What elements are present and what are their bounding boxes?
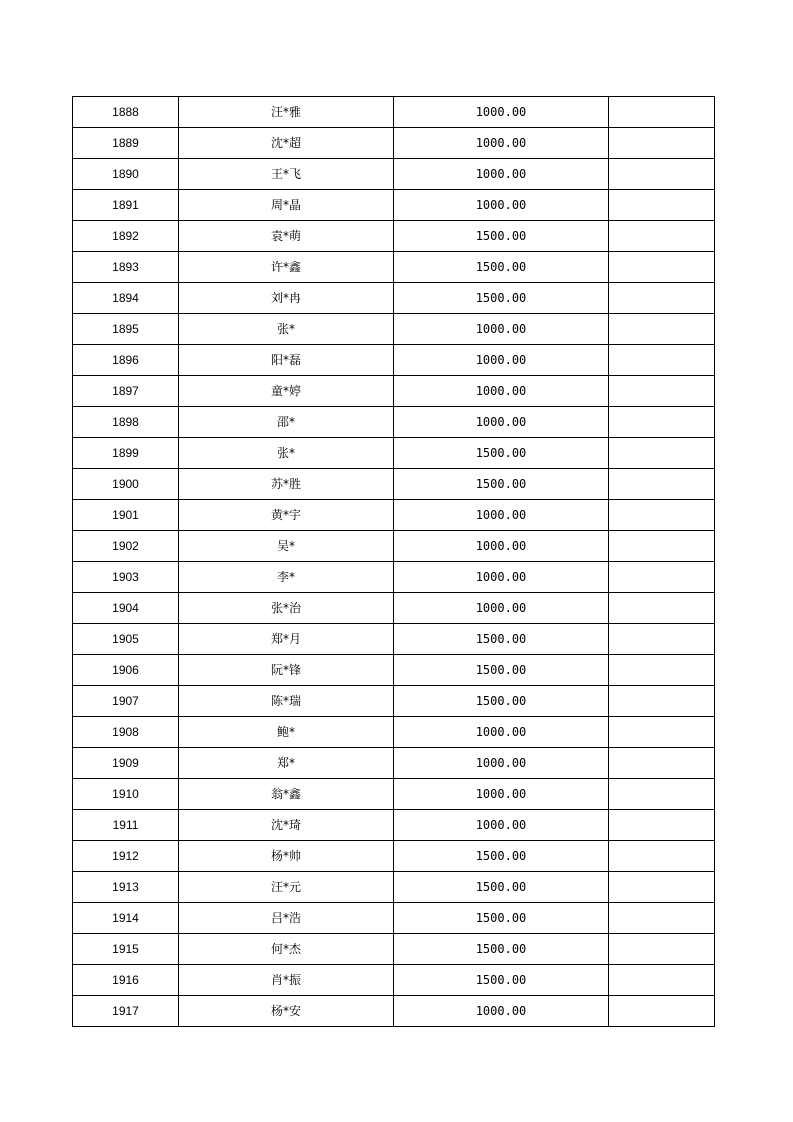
table-row bbox=[73, 934, 715, 965]
table-row bbox=[73, 345, 715, 376]
amount-cell: 1000.00 bbox=[394, 531, 609, 562]
amount-cell: 1000.00 bbox=[394, 779, 609, 810]
note-cell bbox=[609, 748, 715, 779]
table-row bbox=[73, 593, 715, 624]
amount-cell: 1000.00 bbox=[394, 407, 609, 438]
table-row bbox=[73, 562, 715, 593]
name-cell: 张* bbox=[179, 438, 394, 469]
name-cell: 邵* bbox=[179, 407, 394, 438]
amount-cell: 1000.00 bbox=[394, 376, 609, 407]
name-cell: 阳*磊 bbox=[179, 345, 394, 376]
name-cell: 汪*元 bbox=[179, 872, 394, 903]
name-cell: 黄*宇 bbox=[179, 500, 394, 531]
table-row bbox=[73, 965, 715, 996]
amount-cell: 1000.00 bbox=[394, 996, 609, 1027]
table-row bbox=[73, 159, 715, 190]
row-number-cell: 1910 bbox=[73, 779, 179, 810]
amount-cell: 1000.00 bbox=[394, 190, 609, 221]
note-cell bbox=[609, 252, 715, 283]
row-number-cell: 1917 bbox=[73, 996, 179, 1027]
note-cell bbox=[609, 841, 715, 872]
name-cell: 周*晶 bbox=[179, 190, 394, 221]
table-row bbox=[73, 190, 715, 221]
amount-cell: 1500.00 bbox=[394, 252, 609, 283]
table-row bbox=[73, 500, 715, 531]
note-cell bbox=[609, 128, 715, 159]
row-number-cell: 1891 bbox=[73, 190, 179, 221]
amount-cell: 1500.00 bbox=[394, 624, 609, 655]
amount-cell: 1500.00 bbox=[394, 841, 609, 872]
name-cell: 苏*胜 bbox=[179, 469, 394, 500]
note-cell bbox=[609, 872, 715, 903]
name-cell: 袁*萌 bbox=[179, 221, 394, 252]
note-cell bbox=[609, 376, 715, 407]
row-number-cell: 1895 bbox=[73, 314, 179, 345]
row-number-cell: 1907 bbox=[73, 686, 179, 717]
amount-cell: 1000.00 bbox=[394, 500, 609, 531]
table-row bbox=[73, 376, 715, 407]
name-cell: 刘*冉 bbox=[179, 283, 394, 314]
note-cell bbox=[609, 407, 715, 438]
row-number-cell: 1903 bbox=[73, 562, 179, 593]
amount-cell: 1500.00 bbox=[394, 438, 609, 469]
row-number-cell: 1896 bbox=[73, 345, 179, 376]
name-cell: 阮*锋 bbox=[179, 655, 394, 686]
note-cell bbox=[609, 97, 715, 128]
amount-cell: 1000.00 bbox=[394, 562, 609, 593]
amount-cell: 1000.00 bbox=[394, 97, 609, 128]
table-row bbox=[73, 996, 715, 1027]
amount-cell: 1000.00 bbox=[394, 717, 609, 748]
table-row bbox=[73, 128, 715, 159]
row-number-cell: 1892 bbox=[73, 221, 179, 252]
note-cell bbox=[609, 345, 715, 376]
name-cell: 童*婷 bbox=[179, 376, 394, 407]
roster-table-body bbox=[73, 97, 715, 1027]
row-number-cell: 1916 bbox=[73, 965, 179, 996]
table-row bbox=[73, 531, 715, 562]
amount-cell: 1500.00 bbox=[394, 686, 609, 717]
row-number-cell: 1898 bbox=[73, 407, 179, 438]
note-cell bbox=[609, 500, 715, 531]
row-number-cell: 1893 bbox=[73, 252, 179, 283]
amount-cell: 1500.00 bbox=[394, 469, 609, 500]
name-cell: 翁*鑫 bbox=[179, 779, 394, 810]
row-number-cell: 1889 bbox=[73, 128, 179, 159]
name-cell: 郑* bbox=[179, 748, 394, 779]
table-row bbox=[73, 686, 715, 717]
amount-cell: 1500.00 bbox=[394, 965, 609, 996]
row-number-cell: 1913 bbox=[73, 872, 179, 903]
row-number-cell: 1897 bbox=[73, 376, 179, 407]
row-number-cell: 1900 bbox=[73, 469, 179, 500]
note-cell bbox=[609, 438, 715, 469]
name-cell: 杨*帅 bbox=[179, 841, 394, 872]
row-number-cell: 1915 bbox=[73, 934, 179, 965]
amount-cell: 1000.00 bbox=[394, 128, 609, 159]
row-number-cell: 1901 bbox=[73, 500, 179, 531]
table-row bbox=[73, 779, 715, 810]
name-cell: 张*治 bbox=[179, 593, 394, 624]
table-row bbox=[73, 655, 715, 686]
name-cell: 汪*雅 bbox=[179, 97, 394, 128]
note-cell bbox=[609, 996, 715, 1027]
row-number-cell: 1905 bbox=[73, 624, 179, 655]
note-cell bbox=[609, 934, 715, 965]
name-cell: 杨*安 bbox=[179, 996, 394, 1027]
amount-cell: 1000.00 bbox=[394, 810, 609, 841]
name-cell: 何*杰 bbox=[179, 934, 394, 965]
row-number-cell: 1902 bbox=[73, 531, 179, 562]
amount-cell: 1000.00 bbox=[394, 314, 609, 345]
note-cell bbox=[609, 562, 715, 593]
table-row bbox=[73, 624, 715, 655]
amount-cell: 1500.00 bbox=[394, 903, 609, 934]
note-cell bbox=[609, 314, 715, 345]
table-row bbox=[73, 283, 715, 314]
name-cell: 张* bbox=[179, 314, 394, 345]
row-number-cell: 1912 bbox=[73, 841, 179, 872]
amount-cell: 1000.00 bbox=[394, 748, 609, 779]
table-row bbox=[73, 407, 715, 438]
name-cell: 王*飞 bbox=[179, 159, 394, 190]
table-row bbox=[73, 717, 715, 748]
note-cell bbox=[609, 655, 715, 686]
row-number-cell: 1904 bbox=[73, 593, 179, 624]
name-cell: 郑*月 bbox=[179, 624, 394, 655]
row-number-cell: 1899 bbox=[73, 438, 179, 469]
note-cell bbox=[609, 810, 715, 841]
name-cell: 鲍* bbox=[179, 717, 394, 748]
note-cell bbox=[609, 190, 715, 221]
note-cell bbox=[609, 624, 715, 655]
note-cell bbox=[609, 159, 715, 190]
name-cell: 肖*振 bbox=[179, 965, 394, 996]
amount-cell: 1500.00 bbox=[394, 655, 609, 686]
row-number-cell: 1908 bbox=[73, 717, 179, 748]
table-row bbox=[73, 469, 715, 500]
note-cell bbox=[609, 779, 715, 810]
table-row bbox=[73, 252, 715, 283]
table-row bbox=[73, 97, 715, 128]
table-row bbox=[73, 872, 715, 903]
amount-cell: 1500.00 bbox=[394, 934, 609, 965]
note-cell bbox=[609, 965, 715, 996]
note-cell bbox=[609, 283, 715, 314]
row-number-cell: 1914 bbox=[73, 903, 179, 934]
table-row bbox=[73, 438, 715, 469]
table-row bbox=[73, 221, 715, 252]
note-cell bbox=[609, 469, 715, 500]
note-cell bbox=[609, 686, 715, 717]
amount-cell: 1500.00 bbox=[394, 872, 609, 903]
amount-cell: 1500.00 bbox=[394, 283, 609, 314]
name-cell: 陈*瑞 bbox=[179, 686, 394, 717]
name-cell: 沈*琦 bbox=[179, 810, 394, 841]
table-row bbox=[73, 748, 715, 779]
row-number-cell: 1906 bbox=[73, 655, 179, 686]
name-cell: 沈*超 bbox=[179, 128, 394, 159]
amount-cell: 1000.00 bbox=[394, 345, 609, 376]
amount-cell: 1000.00 bbox=[394, 593, 609, 624]
note-cell bbox=[609, 593, 715, 624]
table-row bbox=[73, 903, 715, 934]
table-row bbox=[73, 841, 715, 872]
amount-cell: 1000.00 bbox=[394, 159, 609, 190]
row-number-cell: 1888 bbox=[73, 97, 179, 128]
roster-table bbox=[72, 96, 715, 1027]
name-cell: 许*鑫 bbox=[179, 252, 394, 283]
name-cell: 吴* bbox=[179, 531, 394, 562]
name-cell: 吕*浩 bbox=[179, 903, 394, 934]
table-row bbox=[73, 314, 715, 345]
row-number-cell: 1911 bbox=[73, 810, 179, 841]
note-cell bbox=[609, 531, 715, 562]
row-number-cell: 1909 bbox=[73, 748, 179, 779]
table-row bbox=[73, 810, 715, 841]
note-cell bbox=[609, 903, 715, 934]
note-cell bbox=[609, 221, 715, 252]
amount-cell: 1500.00 bbox=[394, 221, 609, 252]
row-number-cell: 1890 bbox=[73, 159, 179, 190]
note-cell bbox=[609, 717, 715, 748]
name-cell: 李* bbox=[179, 562, 394, 593]
row-number-cell: 1894 bbox=[73, 283, 179, 314]
